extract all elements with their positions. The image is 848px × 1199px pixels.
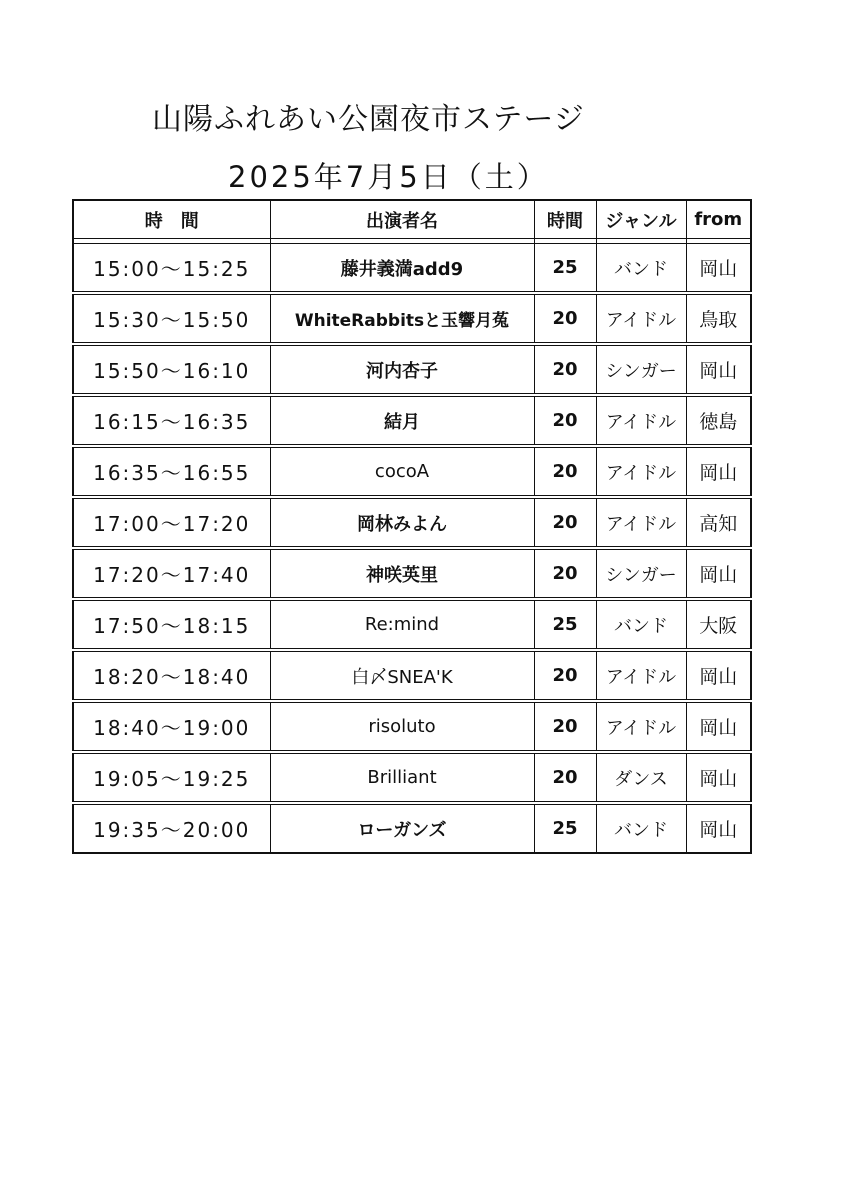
header-genre: ジャンル	[596, 200, 686, 239]
performer-genre: ダンス	[596, 752, 686, 803]
slot-duration: 20	[534, 650, 596, 701]
performer-genre: アイドル	[596, 395, 686, 446]
slot-time: 15:50〜16:10	[73, 344, 270, 395]
header-time: 時 間	[73, 200, 270, 239]
slot-time: 17:50〜18:15	[73, 599, 270, 650]
performer-origin: 岡山	[686, 701, 751, 752]
page-title: 山陽ふれあい公園夜市ステージ	[152, 102, 585, 137]
table-row	[73, 497, 751, 548]
performer-origin: 岡山	[686, 344, 751, 395]
slot-duration: 20	[534, 293, 596, 344]
performer-origin: 大阪	[686, 599, 751, 650]
header-duration: 時間	[534, 200, 596, 239]
table-row	[73, 803, 751, 853]
performer-genre: バンド	[596, 599, 686, 650]
slot-time: 18:20〜18:40	[73, 650, 270, 701]
table-row	[73, 244, 751, 294]
slot-duration: 25	[534, 803, 596, 853]
performer-genre: バンド	[596, 803, 686, 853]
performer-name: 河内杏子	[270, 344, 534, 395]
performer-genre: シンガー	[596, 344, 686, 395]
performer-origin: 鳥取	[686, 293, 751, 344]
slot-duration: 25	[534, 244, 596, 294]
performer-genre: シンガー	[596, 548, 686, 599]
table-row	[73, 395, 751, 446]
slot-time: 17:00〜17:20	[73, 497, 270, 548]
slot-time: 18:40〜19:00	[73, 701, 270, 752]
event-date: 2025年7月5日（土）	[228, 160, 549, 194]
table-row	[73, 293, 751, 344]
performer-origin: 徳島	[686, 395, 751, 446]
header-from: from	[686, 200, 751, 239]
performer-genre: アイドル	[596, 650, 686, 701]
table-row	[73, 752, 751, 803]
performer-name: 神咲英里	[270, 548, 534, 599]
performer-genre: アイドル	[596, 446, 686, 497]
slot-duration: 20	[534, 395, 596, 446]
performer-name: 藤井義満add9	[270, 244, 534, 294]
performer-origin: 岡山	[686, 650, 751, 701]
table-row	[73, 599, 751, 650]
slot-time: 19:35〜20:00	[73, 803, 270, 853]
slot-time: 17:20〜17:40	[73, 548, 270, 599]
slot-time: 16:15〜16:35	[73, 395, 270, 446]
performer-name: ローガンズ	[270, 803, 534, 853]
schedule-table	[72, 199, 752, 854]
performer-name: Re:mind	[270, 599, 534, 650]
performer-origin: 岡山	[686, 446, 751, 497]
performer-origin: 岡山	[686, 244, 751, 294]
performer-name: Brilliant	[270, 752, 534, 803]
performer-origin: 岡山	[686, 803, 751, 853]
performer-name: 白〆SNEA'K	[270, 650, 534, 701]
table-row	[73, 548, 751, 599]
table-row	[73, 650, 751, 701]
performer-name: WhiteRabbitsと玉響月菟	[270, 293, 534, 344]
performer-origin: 岡山	[686, 752, 751, 803]
performer-genre: アイドル	[596, 701, 686, 752]
slot-duration: 25	[534, 599, 596, 650]
table-row	[73, 344, 751, 395]
slot-time: 15:00〜15:25	[73, 244, 270, 294]
table-row	[73, 446, 751, 497]
performer-origin: 岡山	[686, 548, 751, 599]
performer-name: 結月	[270, 395, 534, 446]
performer-genre: バンド	[596, 244, 686, 294]
slot-time: 16:35〜16:55	[73, 446, 270, 497]
header-performer: 出演者名	[270, 200, 534, 239]
slot-duration: 20	[534, 344, 596, 395]
performer-name: cocoA	[270, 446, 534, 497]
performer-genre: アイドル	[596, 293, 686, 344]
slot-duration: 20	[534, 752, 596, 803]
slot-time: 19:05〜19:25	[73, 752, 270, 803]
table-row	[73, 701, 751, 752]
slot-time: 15:30〜15:50	[73, 293, 270, 344]
header-row	[73, 200, 751, 239]
performer-name: 岡林みよん	[270, 497, 534, 548]
performer-genre: アイドル	[596, 497, 686, 548]
performer-origin: 高知	[686, 497, 751, 548]
slot-duration: 20	[534, 497, 596, 548]
performer-name: risoluto	[270, 701, 534, 752]
slot-duration: 20	[534, 548, 596, 599]
slot-duration: 20	[534, 701, 596, 752]
slot-duration: 20	[534, 446, 596, 497]
